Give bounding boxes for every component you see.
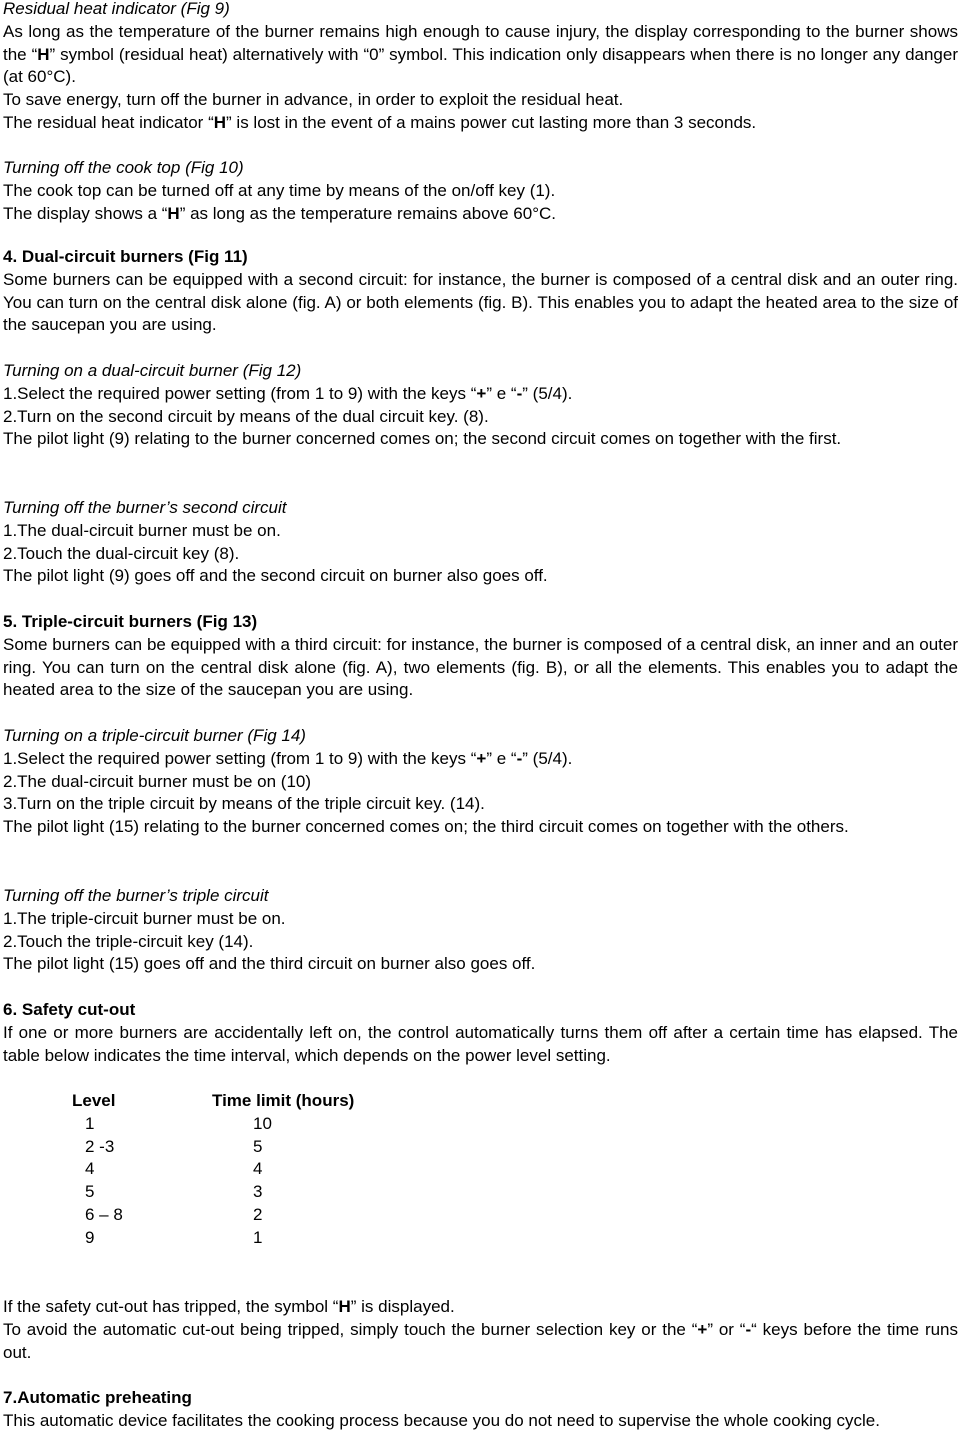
section-title: Turning off the cook top (Fig 10) (3, 158, 244, 177)
dual-off-section (3, 497, 958, 588)
paragraph: To save energy, turn off the burner in advance, in order to exploit the residual heat. (3, 90, 624, 110)
section-title: Turning on a dual-circuit burner (Fig 12) (3, 361, 302, 380)
symbol-zero: 0 (369, 44, 379, 64)
table-row: 1 10 (85, 1113, 272, 1133)
triple-circuit-section (3, 611, 958, 702)
step: 1.Select the required power setting (from 1 to 9) with the keys “+” e “-” (5/4). (3, 748, 573, 768)
paragraph: If the safety cut-out has tripped, the symbol “H” is displayed. (3, 1297, 455, 1316)
column-header-time: Time limit (hours) (212, 1091, 355, 1110)
section-heading: 6. Safety cut-out (3, 1000, 136, 1019)
step: 3.Turn on the triple circuit by means of the triple circuit key. (14). (3, 794, 485, 814)
step: 1.Select the required power setting (from 1 to 9) with the keys “+” e “-” (5/4). (3, 383, 573, 403)
minus-key: - (745, 1319, 752, 1339)
preheating-section (3, 1387, 958, 1433)
paragraph: The cook top can be turned off at any time by means of the on/off key (1). (3, 180, 556, 200)
table-header (72, 1090, 354, 1113)
step: 2.Touch the triple-circuit key (14). (3, 931, 254, 951)
section-heading: 5. Triple-circuit burners (Fig 13) (3, 612, 258, 631)
symbol-h: H (167, 203, 180, 223)
paragraph: The pilot light (9) goes off and the second circuit on burner also goes off. (3, 566, 548, 586)
paragraph: Some burners can be equipped with a second circuit: for instance, the burner is composed of a central disk and an outer ring. You can turn on the central disk alone (fig. A) or both elements (fig. B). This enables you to adapt the heated area to the size of the saucepan you are using. (3, 269, 958, 335)
section-title: Turning off the burner’s triple circuit (3, 886, 269, 905)
step: 2.Turn on the second circuit by means of the dual circuit key. (8). (3, 406, 489, 426)
residual-heat-section (3, 0, 958, 135)
symbol-h: H (213, 112, 227, 132)
paragraph: If one or more burners are accidentally left on, the control automatically turns them off after a certain time has elapsed. The table below indicates the time interval, which depends on the power level setting. (3, 1022, 958, 1065)
symbol-h: H (338, 1297, 351, 1316)
plus-key: + (476, 383, 487, 403)
paragraph: The residual heat indicator “H” is lost in the event of a mains power cut lasting more than 3 seconds. (3, 112, 757, 132)
table-row: 5 3 (85, 1182, 263, 1202)
section-heading: 7.Automatic preheating (3, 1388, 192, 1407)
plus-key: + (476, 748, 487, 768)
table-row: 4 4 (85, 1159, 263, 1179)
paragraph: Some burners can be equipped with a third circuit: for instance, the burner is composed of a central disk, an inner and an outer ring. You can turn on the central disk alone (fig. A), two elements (fig. B), or all the elements. This enables you to adapt the heated area to the size of the saucepan you are using. (3, 634, 958, 700)
safety-section (3, 999, 958, 1067)
triple-on-section (3, 725, 958, 839)
table-row: 2 -3 5 (85, 1136, 263, 1156)
step: 2.Touch the dual-circuit key (8). (3, 543, 240, 563)
column-header-level: Level (72, 1091, 116, 1110)
paragraph: The pilot light (15) relating to the burner concerned comes on; the third circuit comes on together with the others. (3, 817, 849, 837)
paragraph: This automatic device facilitates the cooking process because you do not need to supervise the whole cooking cycle. (3, 1410, 880, 1430)
step: 1.The triple-circuit burner must be on. (3, 908, 286, 928)
paragraph: The pilot light (9) relating to the burner concerned comes on; the second circuit comes on together with the first. (3, 429, 842, 449)
symbol-h: H (37, 44, 50, 64)
time-limit-table (72, 1090, 354, 1250)
minus-key: - (516, 748, 523, 768)
section-title: Turning on a triple-circuit burner (Fig 14) (3, 726, 306, 745)
step: 1.The dual-circuit burner must be on. (3, 520, 281, 540)
paragraph: The display shows a “H” as long as the temperature remains above 60°C. (3, 203, 556, 223)
turning-off-section (3, 157, 958, 225)
section-title: Residual heat indicator (Fig 9) (3, 0, 230, 18)
table-row: 9 1 (85, 1227, 263, 1247)
paragraph: The pilot light (15) goes off and the third circuit on burner also goes off. (3, 954, 536, 974)
paragraph: To avoid the automatic cut-out being tripped, simply touch the burner selection key or the “+” or “-“ keys before the time runs out. (3, 1319, 959, 1362)
triple-off-section (3, 885, 958, 976)
section-title: Turning off the burner’s second circuit (3, 498, 287, 517)
step: 2.The dual-circuit burner must be on (10) (3, 771, 312, 791)
dual-on-section (3, 360, 958, 451)
paragraph: As long as the temperature of the burner remains high enough to cause injury, the display corresponding to the burner shows the “H” symbol (residual heat) alternatively with “0” symbol. This indication only disappears when there is no longer any danger (at 60°C). (3, 21, 958, 87)
safety-notes (3, 1296, 958, 1364)
table-row: 6 – 8 2 (85, 1204, 263, 1224)
dual-circuit-section (3, 246, 958, 337)
plus-key: + (697, 1319, 708, 1339)
minus-key: - (516, 383, 523, 403)
section-heading: 4. Dual-circuit burners (Fig 11) (3, 247, 248, 266)
